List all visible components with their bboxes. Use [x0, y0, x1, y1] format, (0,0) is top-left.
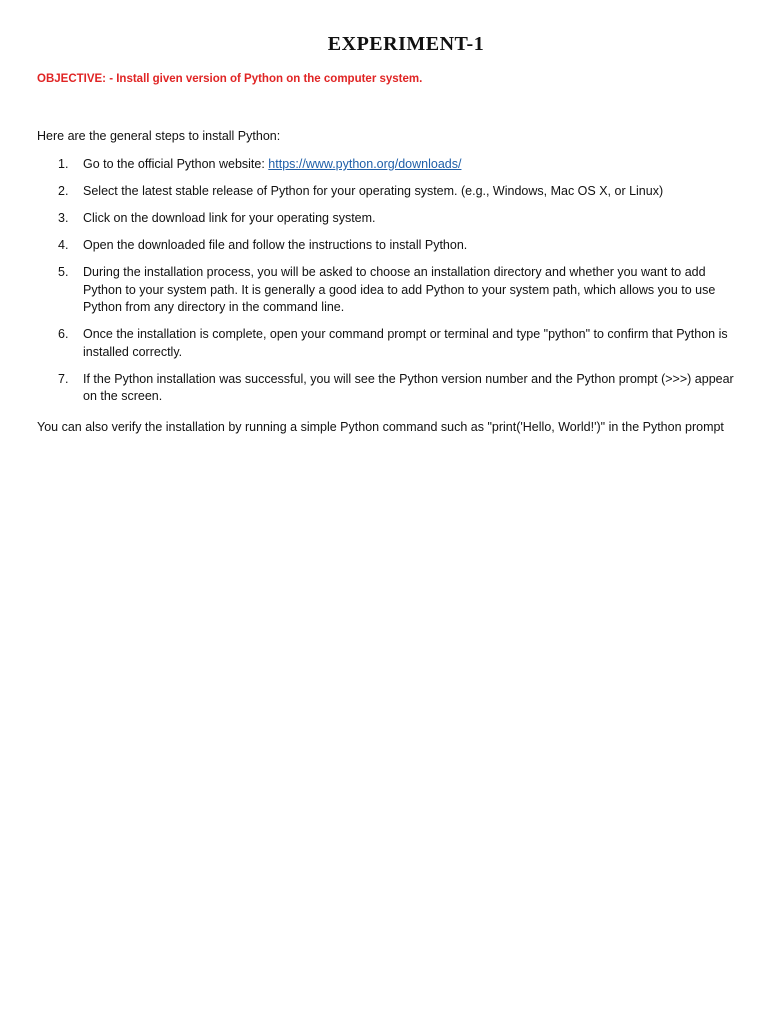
step-item-3	[37, 210, 737, 228]
step-number: 4.	[58, 238, 69, 252]
step-number: 6.	[58, 327, 69, 341]
step-item-4	[37, 237, 737, 255]
document-title: EXPERIMENT-1	[327, 33, 485, 55]
install-steps-list	[37, 156, 737, 415]
intro-text: Here are the general steps to install Python:	[37, 129, 281, 143]
step-text: If the Python installation was successful, you will see the Python version number and the Python prompt (>>>) appear on the screen.	[83, 371, 734, 403]
step-item-2	[37, 183, 737, 201]
step-item-7	[37, 371, 737, 406]
step-number: 5.	[58, 265, 69, 279]
closing-text: You can also verify the installation by running a simple Python command such as "print('Hello, World!')" in the Python prompt	[37, 420, 724, 434]
step-text: During the installation process, you will be asked to choose an installation directory and whether you want to add Python to your system path. It is generally a good idea to add Python to your system path, which allows you to use Python from any directory in the command line.	[83, 265, 716, 314]
step-item-6	[37, 326, 737, 361]
step-text: Go to the official Python website:	[83, 157, 269, 171]
step-number: 1.	[58, 157, 69, 171]
step-item-5	[37, 264, 737, 317]
objective-text: OBJECTIVE: - Install given version of Python on the computer system.	[37, 73, 423, 85]
step-text: Open the downloaded file and follow the instructions to install Python.	[83, 238, 468, 252]
step-text: Once the installation is complete, open your command prompt or terminal and type "python" to confirm that Python is installed correctly.	[83, 327, 728, 359]
step-text: Click on the download link for your operating system.	[83, 211, 376, 225]
step-number: 7.	[58, 371, 69, 386]
python-downloads-link[interactable]: https://www.python.org/downloads/	[268, 157, 462, 171]
step-number: 3.	[58, 211, 69, 225]
step-number: 2.	[58, 184, 69, 198]
step-text: Select the latest stable release of Python for your operating system. (e.g., Windows, Mac OS X, or Linux)	[83, 184, 664, 198]
step-item-1	[37, 156, 737, 174]
